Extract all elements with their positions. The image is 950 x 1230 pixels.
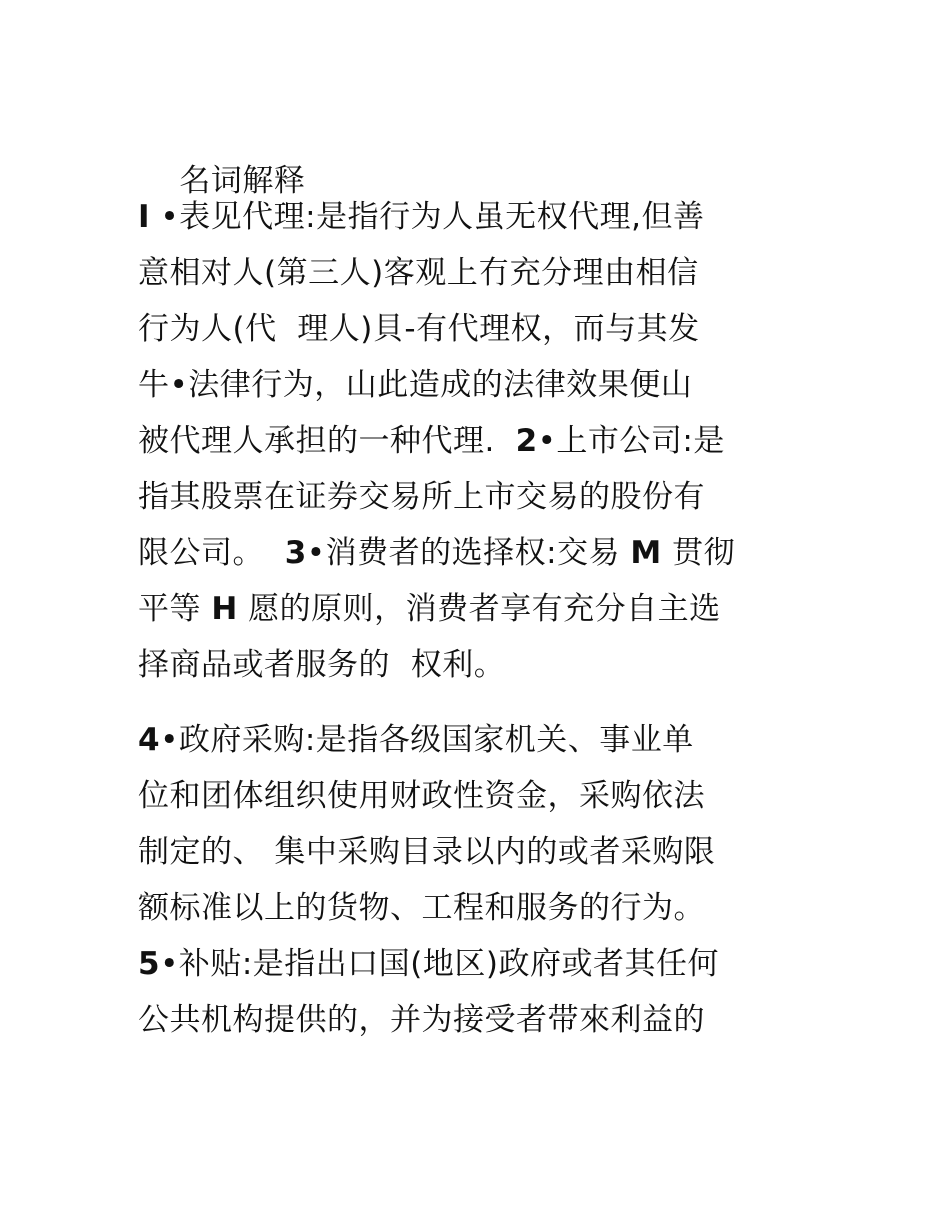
letter-h: H bbox=[211, 591, 238, 627]
item-number: 3 bbox=[284, 535, 307, 571]
item-number: 5 bbox=[138, 946, 161, 982]
line-text: 限公司。 bbox=[138, 535, 285, 571]
para1-line-8 bbox=[138, 589, 721, 629]
line-text: 意相对人(第三人)客观上冇充分理由相信 bbox=[138, 255, 699, 291]
line-text: 牛•法律行为，山此造成的法律效果便山 bbox=[138, 367, 693, 403]
line-text: 择商品或者服务的 权利。 bbox=[138, 647, 506, 683]
para2-line-2 bbox=[138, 776, 705, 816]
para1-line-7 bbox=[138, 533, 735, 573]
line-text: 指其股票在证券交易所上市交易的股份有 bbox=[138, 479, 705, 515]
letter-m: M bbox=[630, 535, 662, 571]
para2-line-3 bbox=[138, 832, 715, 872]
line-text: 被代理人承担的一种代理. bbox=[138, 423, 516, 459]
line-text: •消费者的选择权:交易 bbox=[306, 535, 631, 571]
para2-line-5 bbox=[138, 944, 719, 984]
para1-line-5 bbox=[138, 421, 725, 461]
line-text: •上市公司:是 bbox=[537, 423, 725, 459]
line-text: 愿的原则，消费者享有充分自主选 bbox=[237, 591, 721, 627]
item-number: I bbox=[138, 199, 151, 235]
para2-line-4 bbox=[138, 888, 705, 928]
item-number: 4 bbox=[138, 722, 161, 758]
para1-line-3 bbox=[138, 309, 700, 349]
line-text: 贯彻 bbox=[661, 535, 736, 571]
para1-line-4 bbox=[138, 365, 692, 405]
item-number: 2 bbox=[515, 423, 538, 459]
para1-line-1 bbox=[138, 197, 704, 237]
para1-line-2 bbox=[138, 253, 699, 293]
line-text: •政府采购:是指各级国家机关、事业单 bbox=[160, 722, 694, 758]
heading-text: 名词解释 bbox=[179, 163, 306, 199]
line-text: 位和团体组织使用财政性资金，采购依法 bbox=[138, 778, 705, 814]
para2-line-1 bbox=[138, 720, 694, 760]
para1-line-6 bbox=[138, 477, 705, 517]
line-text: 制定的、 集中采购目录以内的或者采购限 bbox=[138, 834, 716, 870]
line-text: •表见代理:是指行为人虽无权代理,但善 bbox=[150, 199, 705, 235]
para2-line-6 bbox=[138, 1000, 705, 1040]
line-text: 平等 bbox=[138, 591, 212, 627]
line-text: 额标准以上的货物、工程和服务的行为。 bbox=[138, 890, 705, 926]
line-text: •补贴:是指出口国(地区)政府或者其任何 bbox=[160, 946, 719, 982]
para1-line-9 bbox=[138, 645, 505, 685]
line-text: 公共机构提供的，并为接受者带來利益的 bbox=[138, 1002, 705, 1038]
line-text: 行为人(代 理人)貝-有代理权，而与其发 bbox=[138, 311, 700, 347]
